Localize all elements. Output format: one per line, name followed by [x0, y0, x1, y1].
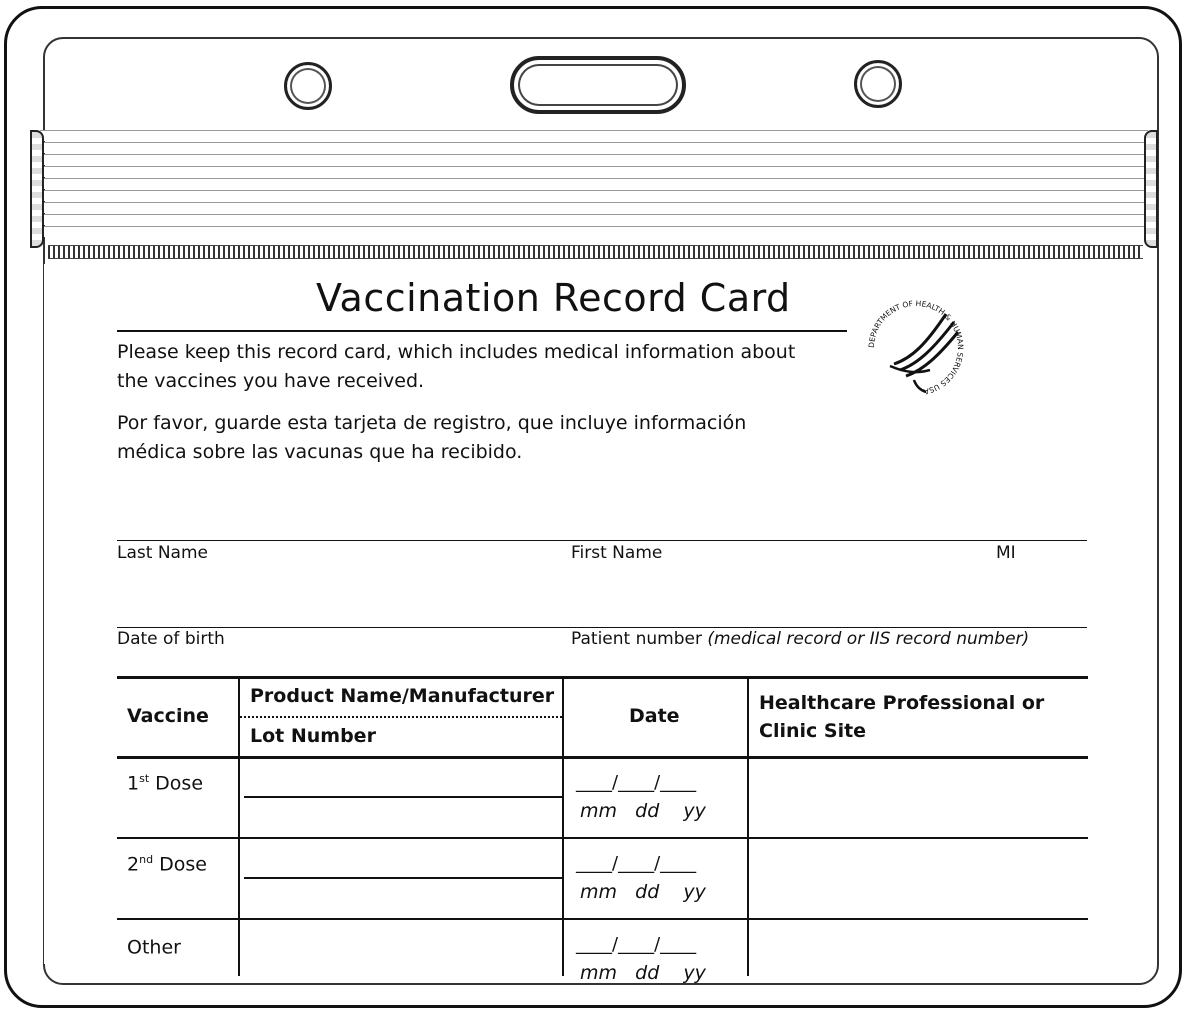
zipper-teeth: [48, 245, 1143, 259]
dob-label: Date of birth: [117, 629, 225, 649]
card-title: Vaccination Record Card: [316, 276, 791, 320]
row-3-date-blank: ____/____/____: [576, 934, 697, 955]
name-line: [117, 540, 1087, 541]
dob-line: [117, 627, 1087, 628]
patient-number-note: (medical record or IIS record number): [707, 629, 1030, 649]
first-name-label: First Name: [571, 543, 663, 563]
row-1-date-blank: ____/____/____: [576, 772, 697, 793]
row-3-date-format: mm dd yy: [580, 962, 706, 984]
lanyard-hole-left: [284, 62, 332, 110]
vaccination-record-card: [44, 264, 1144, 984]
lanyard-slot: [510, 56, 686, 114]
col-lot-header: Lot Number: [250, 725, 376, 747]
lanyard-hole-right: [854, 60, 902, 108]
last-name-label: Last Name: [117, 543, 208, 563]
row-1st-dose-label: 1st Dose: [127, 772, 204, 795]
col-site-header-line2: Clinic Site: [759, 720, 867, 742]
col-date-header: Date: [629, 705, 680, 727]
col-vaccine-header: Vaccine: [127, 705, 209, 727]
row-1-date-format: mm dd yy: [580, 800, 706, 822]
intro-english: Please keep this record card, which includes medical information about the vaccines you have received.: [117, 341, 796, 392]
intro-spanish: Por favor, guarde esta tarjeta de registro, que incluye información médica sobre las vacunas que ha recibido.: [117, 412, 747, 463]
patient-number-label: Patient number (medical record or IIS record number): [571, 629, 1030, 649]
col-product-header: Product Name/Manufacturer: [250, 685, 555, 707]
row-other-label: Other: [127, 936, 181, 959]
row-2-date-blank: ____/____/____: [576, 853, 697, 874]
row-2nd-dose-label: 2nd Dose: [127, 853, 207, 876]
title-rule: [117, 330, 847, 332]
col-site-header-line1: Healthcare Professional or: [759, 692, 1045, 714]
hhs-seal-icon: [854, 286, 978, 410]
seal-text: DEPARTMENT OF HEALTH & HUMAN SERVICES USA: [866, 298, 966, 397]
zipper-seal: [40, 130, 1148, 260]
row-2-date-format: mm dd yy: [580, 881, 706, 903]
middle-initial-label: MI: [996, 543, 1016, 563]
